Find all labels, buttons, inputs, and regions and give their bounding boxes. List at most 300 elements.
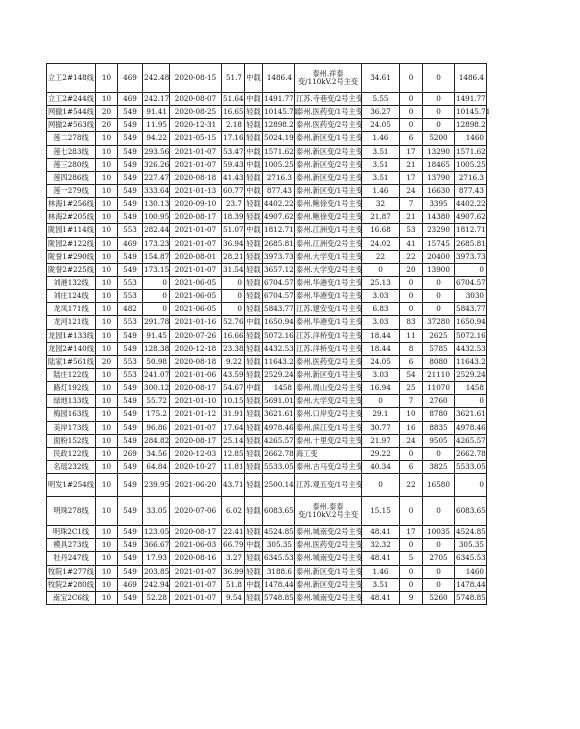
table-cell: 18465 xyxy=(423,158,455,171)
table-cell: 83 xyxy=(400,316,423,329)
table-cell: 549 xyxy=(118,329,143,342)
table-cell: 泰州.鲍徐变/1号主变 xyxy=(295,198,362,211)
table-cell: 0 xyxy=(423,539,455,552)
table-cell: 中载 xyxy=(245,64,263,93)
table-cell: 中载 xyxy=(245,578,263,591)
table-cell: 0 xyxy=(423,276,455,289)
table-cell: 2020-07-06 xyxy=(170,497,222,526)
table-cell: 18.39 xyxy=(222,211,245,224)
table-cell: 10 xyxy=(96,64,118,93)
table-cell: 路灯192线 xyxy=(47,382,96,395)
table-cell: 泰州.周山变/2号主变 xyxy=(295,382,362,395)
table-cell: 0 xyxy=(423,303,455,316)
table-cell: 1486.4 xyxy=(455,64,487,93)
table-cell: 549 xyxy=(118,591,143,604)
table-cell: 泰州.新区变/2号主变 xyxy=(295,171,362,184)
table-cell: 3030 xyxy=(455,290,487,303)
table-cell: 16.66 xyxy=(222,329,245,342)
table-row xyxy=(47,460,487,473)
table-cell: 293.56 xyxy=(143,145,170,158)
table-cell: 泰州.新区变/2号主变 xyxy=(295,145,362,158)
table-cell: 0 xyxy=(400,447,423,460)
table-cell: 18.44 xyxy=(362,329,400,342)
table-cell: 10 xyxy=(96,171,118,184)
table-cell: 23.38 xyxy=(222,342,245,355)
table-cell: 泰州.新区变/1号主变 xyxy=(295,132,362,145)
table-cell: 2021-01-07 xyxy=(170,145,222,158)
table-cell: 32.32 xyxy=(362,539,400,552)
table-cell: 549 xyxy=(118,158,143,171)
table-cell: 轻载 xyxy=(245,237,263,250)
table-cell: 10 xyxy=(96,342,118,355)
table-cell: 刘庄124线 xyxy=(47,290,96,303)
table-cell: 8780 xyxy=(423,408,455,421)
table-cell: 10 xyxy=(96,224,118,237)
table-cell: 轻载 xyxy=(245,526,263,539)
table-cell: 泰州.大学变/1号主变 xyxy=(295,250,362,263)
table-cell: 24.05 xyxy=(362,119,400,132)
table-cell: 海工变 xyxy=(295,447,362,460)
table-cell: 877.43 xyxy=(455,184,487,197)
table-cell: 轻载 xyxy=(245,447,263,460)
table-cell: 34.61 xyxy=(362,64,400,93)
table-cell: 2020-08-16 xyxy=(170,552,222,565)
table-cell: 3.03 xyxy=(362,316,400,329)
table-cell: 11070 xyxy=(423,382,455,395)
table-cell: 5691.01 xyxy=(263,395,295,408)
table-cell: 11.95 xyxy=(143,119,170,132)
table-cell: 16580 xyxy=(423,474,455,497)
table-cell: 0 xyxy=(222,303,245,316)
table-cell: 175.2 xyxy=(143,408,170,421)
table-cell: 明珠278线 xyxy=(47,497,96,526)
table-cell: 34.56 xyxy=(143,447,170,460)
table-cell: 1460 xyxy=(455,132,487,145)
table-cell: 民政122线 xyxy=(47,447,96,460)
table-cell: 28.21 xyxy=(222,250,245,263)
table-cell: 20 xyxy=(96,119,118,132)
table-cell: 泰州.华港变/1号主变 xyxy=(295,276,362,289)
table-cell: 549 xyxy=(118,106,143,119)
table-cell: 轻载 xyxy=(245,198,263,211)
table-cell: 553 xyxy=(118,290,143,303)
table-cell: 10 xyxy=(96,408,118,421)
table-cell: 5785 xyxy=(423,342,455,355)
table-cell: 轻载 xyxy=(245,421,263,434)
table-cell: 2020-08-18 xyxy=(170,171,222,184)
table-cell: 轻载 xyxy=(245,211,263,224)
table-cell: 1571.62 xyxy=(455,145,487,158)
table-cell: 2021-01-16 xyxy=(170,316,222,329)
table-cell: 4402.22 xyxy=(455,198,487,211)
table-cell: 9.22 xyxy=(222,355,245,368)
table-cell: 549 xyxy=(118,526,143,539)
table-cell: 10 xyxy=(400,408,423,421)
table-cell: 中载 xyxy=(245,539,263,552)
table-row xyxy=(47,474,487,497)
table-row xyxy=(47,132,487,145)
table-row xyxy=(47,408,487,421)
table-row xyxy=(47,368,487,381)
table-cell: 0 xyxy=(400,106,423,119)
table-cell: 泰州.城南变/2号主变 xyxy=(295,552,362,565)
table-cell: 241.07 xyxy=(143,368,170,381)
table-cell: 10 xyxy=(96,290,118,303)
table-cell: 2020-09-10 xyxy=(170,198,222,211)
table-cell: 10 xyxy=(96,250,118,263)
table-cell: 59.43 xyxy=(222,158,245,171)
table-cell: 239.95 xyxy=(143,474,170,497)
table-cell: 模具273线 xyxy=(47,539,96,552)
table-cell: 549 xyxy=(118,119,143,132)
table-cell: 陇园1#114线 xyxy=(47,224,96,237)
table-cell: 中载 xyxy=(245,224,263,237)
table-cell: 366.67 xyxy=(143,539,170,552)
table-cell: 13900 xyxy=(423,263,455,276)
table-cell: 网撤2#563线 xyxy=(47,119,96,132)
table-cell: 5748.85 xyxy=(455,591,487,604)
table-cell: 8 xyxy=(400,342,423,355)
table-cell: 泰州.古马变/2号主变 xyxy=(295,460,362,473)
table-cell: 中载 xyxy=(245,316,263,329)
table-cell: 0 xyxy=(143,303,170,316)
table-cell: 立工2#148线 xyxy=(47,64,96,93)
table-cell: 53 xyxy=(400,224,423,237)
table-cell: 173.15 xyxy=(143,263,170,276)
table-cell: 12.85 xyxy=(222,447,245,460)
table-cell: 877.43 xyxy=(263,184,295,197)
table-cell: 25 xyxy=(400,382,423,395)
table-cell: 2021-01-07 xyxy=(170,565,222,578)
table-cell: 3621.61 xyxy=(263,408,295,421)
table-cell: 明发1#254线 xyxy=(47,474,96,497)
table-row xyxy=(47,355,487,368)
table-cell: 轻载 xyxy=(245,460,263,473)
data-table xyxy=(46,63,491,605)
table-cell: 中载 xyxy=(245,145,263,158)
table-cell: 9 xyxy=(400,591,423,604)
table-cell: 0 xyxy=(143,276,170,289)
table-cell: 龙凤171线 xyxy=(47,303,96,316)
table-row xyxy=(47,290,487,303)
table-cell: 5072.16 xyxy=(455,329,487,342)
table-cell: 10 xyxy=(96,578,118,591)
table-cell: 10.15 xyxy=(222,395,245,408)
table-cell: 6345.53 xyxy=(455,552,487,565)
table-cell: 3.51 xyxy=(362,158,400,171)
table-cell: 10 xyxy=(96,526,118,539)
table-cell: 0 xyxy=(143,290,170,303)
table-row xyxy=(47,447,487,460)
table-cell: 2020-08-17 xyxy=(170,434,222,447)
table-cell: 2020-12-18 xyxy=(170,342,222,355)
table-cell: 21.97 xyxy=(362,434,400,447)
table-cell: 轻载 xyxy=(245,497,263,526)
table-cell: 40.34 xyxy=(362,460,400,473)
table-cell: 10 xyxy=(96,421,118,434)
table-cell: 陇誉1#290线 xyxy=(47,250,96,263)
table-cell: 5260 xyxy=(423,591,455,604)
table-cell: 41 xyxy=(400,237,423,250)
table-cell: 7 xyxy=(400,198,423,211)
table-cell: 明珠2C1线 xyxy=(47,526,96,539)
table-cell: 549 xyxy=(118,552,143,565)
table-cell: 51.07 xyxy=(222,224,245,237)
table-cell: 2020-08-07 xyxy=(170,93,222,106)
table-cell: 2020-08-17 xyxy=(170,526,222,539)
table-cell: 11.81 xyxy=(222,460,245,473)
table-cell: 林海1#256线 xyxy=(47,198,96,211)
table-cell: 1458 xyxy=(455,382,487,395)
table-cell: 24 xyxy=(400,434,423,447)
table-row xyxy=(47,198,487,211)
table-cell: 1460 xyxy=(455,565,487,578)
table-cell: 6345.53 xyxy=(263,552,295,565)
table-cell: 泰州.祥泰变/110kV.2号主变 xyxy=(295,64,362,93)
table-cell: 泰州.新区变/2号主变 xyxy=(295,578,362,591)
table-cell: 0 xyxy=(400,539,423,552)
table-cell: 中载 xyxy=(245,93,263,106)
table-cell: 20 xyxy=(400,263,423,276)
table-cell: 林海2#205线 xyxy=(47,211,96,224)
table-cell: 5200 xyxy=(423,132,455,145)
table-cell: 牧院2#280线 xyxy=(47,578,96,591)
table-cell: 泰州.华港变/1号主变 xyxy=(295,290,362,303)
table-cell: 54.67 xyxy=(222,382,245,395)
table-cell: 莲七283线 xyxy=(47,145,96,158)
table-cell: 173.23 xyxy=(143,237,170,250)
table-cell: 轻载 xyxy=(245,591,263,604)
table-cell: 553 xyxy=(118,224,143,237)
table-cell: 549 xyxy=(118,421,143,434)
table-cell: 江苏.洋桥变/1号主变 xyxy=(295,329,362,342)
table-cell: 549 xyxy=(118,395,143,408)
table-cell: 16.68 xyxy=(362,224,400,237)
table-cell: 9.54 xyxy=(222,591,245,604)
table-cell: 6.83 xyxy=(362,303,400,316)
table-cell: 2625 xyxy=(423,329,455,342)
table-cell: 2529.24 xyxy=(263,368,295,381)
table-cell: 549 xyxy=(118,460,143,473)
table-cell: 泰州.新区变/1号主变 xyxy=(295,368,362,381)
table-cell: 549 xyxy=(118,474,143,497)
table-cell: 泰州.大学变/2号主变 xyxy=(295,263,362,276)
table-cell: 10035 xyxy=(423,526,455,539)
table-cell: 泰州.新区变/2号主变 xyxy=(295,158,362,171)
table-cell: 1.46 xyxy=(362,132,400,145)
table-cell: 48.41 xyxy=(362,552,400,565)
table-cell: 0 xyxy=(400,578,423,591)
table-row xyxy=(47,93,487,106)
table-cell: 128.38 xyxy=(143,342,170,355)
table-cell: 2020-08-01 xyxy=(170,250,222,263)
table-cell: 10 xyxy=(96,565,118,578)
table-cell: 美岸173线 xyxy=(47,421,96,434)
table-cell: 立工2#244线 xyxy=(47,93,96,106)
table-cell: 482 xyxy=(118,303,143,316)
table-cell: 莲二278线 xyxy=(47,132,96,145)
table-cell: 2020-08-17 xyxy=(170,382,222,395)
table-cell: 52.76 xyxy=(222,316,245,329)
table-cell: 网撤1#544线 xyxy=(47,106,96,119)
table-cell: 549 xyxy=(118,565,143,578)
table-cell: 10 xyxy=(96,539,118,552)
table-cell: 轻载 xyxy=(245,303,263,316)
table-cell: 12898.2 xyxy=(263,119,295,132)
table-cell: 6083.65 xyxy=(455,497,487,526)
table-cell: 123.05 xyxy=(143,526,170,539)
table-cell: 10 xyxy=(96,434,118,447)
table-cell: 43.59 xyxy=(222,368,245,381)
table-cell: 54 xyxy=(400,368,423,381)
table-cell: 24 xyxy=(400,184,423,197)
table-cell: 3188.6 xyxy=(263,565,295,578)
table-cell: 2529.24 xyxy=(455,368,487,381)
table-cell: 22 xyxy=(400,250,423,263)
table-cell: 43.71 xyxy=(222,474,245,497)
table-cell: 1005.25 xyxy=(455,158,487,171)
table-cell: 53.47 xyxy=(222,145,245,158)
table-cell: 轻载 xyxy=(245,565,263,578)
table-cell: 4907.62 xyxy=(455,211,487,224)
table-cell: 5072.16 xyxy=(263,329,295,342)
table-cell: 2021-01-07 xyxy=(170,158,222,171)
table-cell: 10 xyxy=(96,591,118,604)
table-cell: 2020-08-17 xyxy=(170,211,222,224)
table-cell: 5024.19 xyxy=(263,132,295,145)
table-cell: 549 xyxy=(118,382,143,395)
table-cell: 10 xyxy=(96,368,118,381)
table-cell: 2020-07-26 xyxy=(170,329,222,342)
table-cell: 11643.2 xyxy=(455,355,487,368)
table-cell: 轻载 xyxy=(245,263,263,276)
table-cell: 549 xyxy=(118,342,143,355)
table-cell: 29.1 xyxy=(362,408,400,421)
table-cell: 泰州.医药变/1号主变 xyxy=(295,106,362,119)
table-cell: 305.35 xyxy=(263,539,295,552)
table-row xyxy=(47,591,487,604)
table-cell: 2020-08-25 xyxy=(170,106,222,119)
table-cell: 549 xyxy=(118,145,143,158)
table-cell: 1458 xyxy=(263,382,295,395)
table-cell: 2020-10-27 xyxy=(170,460,222,473)
table-cell: 469 xyxy=(118,64,143,93)
table-cell: 10 xyxy=(96,93,118,106)
table-cell: 0 xyxy=(423,565,455,578)
table-cell: 3657.12 xyxy=(263,263,295,276)
table-cell: 莲一279线 xyxy=(47,184,96,197)
table-cell: 37280 xyxy=(423,316,455,329)
table-cell: 中载 xyxy=(245,184,263,197)
table-row xyxy=(47,237,487,250)
table-cell: 15.15 xyxy=(362,497,400,526)
table-cell: 泰州.江洲变/1号主变 xyxy=(295,224,362,237)
table-cell: 16630 xyxy=(423,184,455,197)
table-cell: 3.03 xyxy=(362,368,400,381)
table-row xyxy=(47,211,487,224)
table-cell: 泰州.泰泰变/110kV.2号主变 xyxy=(295,497,362,526)
table-cell: 23290 xyxy=(423,224,455,237)
table-cell: 549 xyxy=(118,198,143,211)
table-cell: 泰州.城南变/2号主变 xyxy=(295,591,362,604)
table-cell: 0 xyxy=(362,395,400,408)
table-cell: 龙园1#133线 xyxy=(47,329,96,342)
table-cell: 96.86 xyxy=(143,421,170,434)
table-cell: 5.55 xyxy=(362,93,400,106)
table-cell: 10 xyxy=(96,132,118,145)
table-cell: 1.46 xyxy=(362,565,400,578)
table-cell: 11 xyxy=(400,329,423,342)
table-cell: 100.95 xyxy=(143,211,170,224)
table-cell: 0 xyxy=(222,290,245,303)
table-cell: 轻载 xyxy=(245,132,263,145)
table-cell: 10 xyxy=(96,211,118,224)
table-cell: 22 xyxy=(400,474,423,497)
table-cell: 21110 xyxy=(423,368,455,381)
table-cell: 333.64 xyxy=(143,184,170,197)
table-cell: 242.17 xyxy=(143,93,170,106)
table-cell: 242.48 xyxy=(143,64,170,93)
table-cell: 2760 xyxy=(423,395,455,408)
table-cell: 10 xyxy=(96,460,118,473)
table-cell: 25.13 xyxy=(362,276,400,289)
table-cell: 14380 xyxy=(423,211,455,224)
table-row xyxy=(47,276,487,289)
table-cell: 4978.46 xyxy=(263,421,295,434)
table-cell: 305.35 xyxy=(455,539,487,552)
table-row xyxy=(47,184,487,197)
table-cell: 0 xyxy=(423,447,455,460)
table-cell: 牧院1#277线 xyxy=(47,565,96,578)
table-row xyxy=(47,539,487,552)
table-cell: 553 xyxy=(118,316,143,329)
table-cell: 36.27 xyxy=(362,106,400,119)
table-cell: 31.91 xyxy=(222,408,245,421)
table-cell: 泰州.医药变/2号主变 xyxy=(295,119,362,132)
table-cell: 0 xyxy=(423,106,455,119)
table-cell: 1.46 xyxy=(362,184,400,197)
table-cell: 0 xyxy=(400,290,423,303)
table-cell: 0 xyxy=(423,290,455,303)
table-cell: 2021-06-05 xyxy=(170,290,222,303)
table-cell: 5533.05 xyxy=(263,460,295,473)
table-cell: 龙河121线 xyxy=(47,316,96,329)
table-cell: 10 xyxy=(96,198,118,211)
table-cell: 2020-08-15 xyxy=(170,64,222,93)
table-row xyxy=(47,171,487,184)
table-cell: 41.43 xyxy=(222,171,245,184)
table-cell: 2021-01-07 xyxy=(170,237,222,250)
table-cell: 2662.78 xyxy=(263,447,295,460)
table-cell: 6 xyxy=(400,132,423,145)
table-cell: 91.45 xyxy=(143,329,170,342)
table-cell: 0 xyxy=(400,64,423,93)
table-cell: 江苏.寺巷变/2号主变 xyxy=(295,93,362,106)
table-cell: 549 xyxy=(118,171,143,184)
table-cell: 94.22 xyxy=(143,132,170,145)
table-cell: 10 xyxy=(96,316,118,329)
table-cell: 轻载 xyxy=(245,119,263,132)
table-cell: 2716.3 xyxy=(455,171,487,184)
table-cell: 4265.57 xyxy=(455,434,487,447)
table-cell: 4432.53 xyxy=(263,342,295,355)
table-cell: 5843.77 xyxy=(263,303,295,316)
table-cell: 48.41 xyxy=(362,591,400,604)
table-cell: 469 xyxy=(118,237,143,250)
table-cell: 陆家1#561线 xyxy=(47,355,96,368)
table-cell: 22 xyxy=(362,250,400,263)
table-cell: 0 xyxy=(400,497,423,526)
